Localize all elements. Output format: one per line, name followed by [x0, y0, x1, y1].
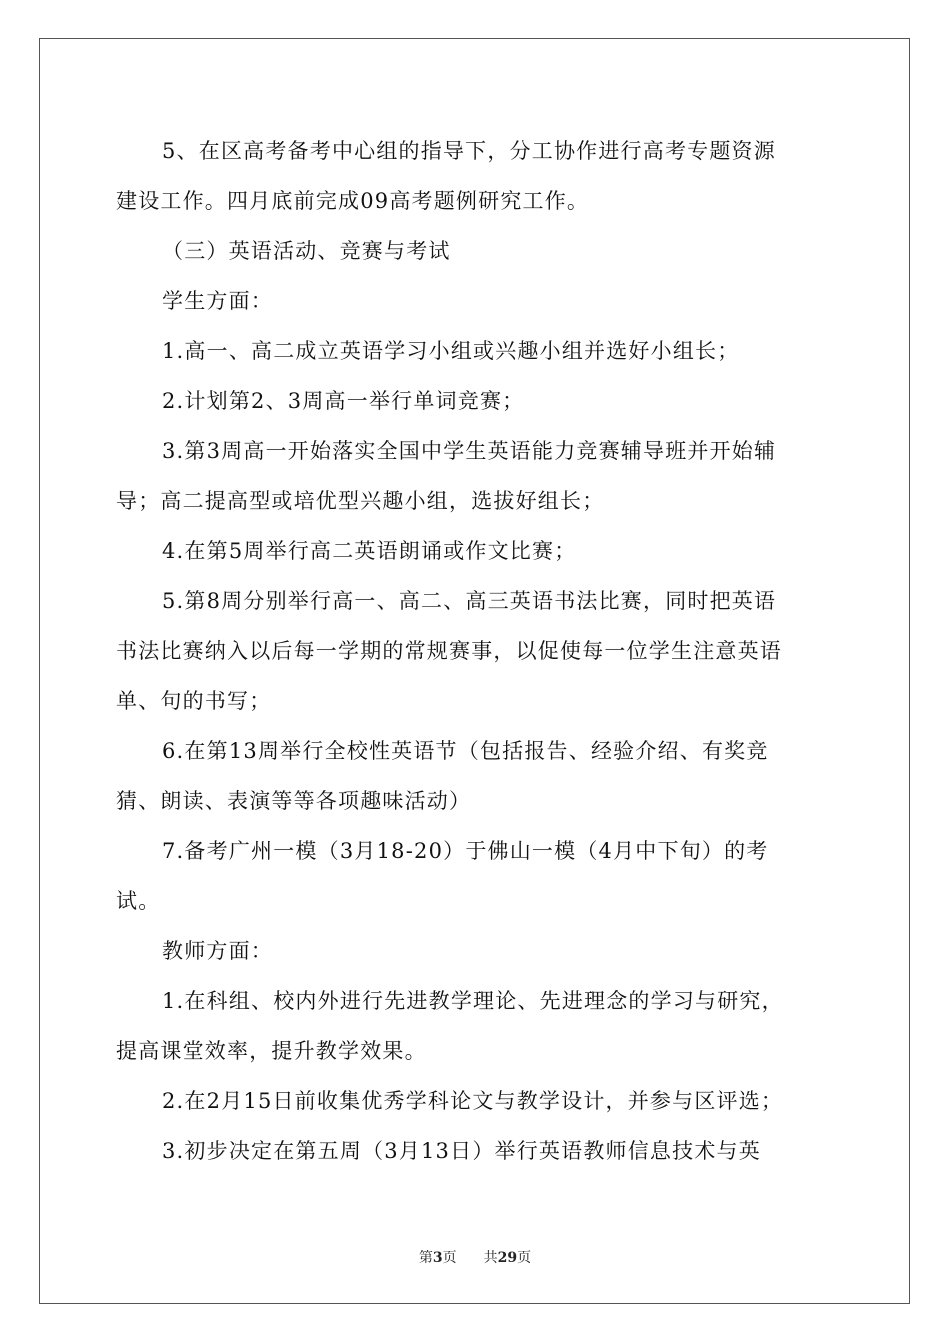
list-item: 2.在2月15日前收集优秀学科论文与教学设计，并参与区评选； [162, 1089, 784, 1113]
paragraph-line: 建设工作。四月底前完成09高考题例研究工作。 [116, 189, 590, 213]
list-item-continuation: 提高课堂效率，提升教学效果。 [116, 1039, 427, 1063]
list-item-continuation: 猜、朗读、表演等等各项趣味活动） [116, 789, 472, 813]
list-item: 4.在第5周举行高二英语朗诵或作文比赛； [162, 539, 577, 563]
current-page-number: 3 [432, 1250, 443, 1266]
subsection-heading-students: 学生方面： [162, 289, 273, 313]
list-item: 6.在第13周举行全校性英语节（包括报告、经验介绍、有奖竞 [162, 739, 769, 763]
list-item-continuation: 试。 [116, 889, 161, 913]
document-body [116, 126, 834, 1176]
list-item: 1.在科组、校内外进行先进教学理论、先进理念的学习与研究， [162, 989, 784, 1013]
paragraph-line: 5、在区高考备考中心组的指导下，分工协作进行高考专题资源 [162, 139, 776, 163]
page-number-label: 第3页 [418, 1250, 457, 1266]
list-item: 1.高一、高二成立英语学习小组或兴趣小组并选好小组长； [162, 339, 740, 363]
list-item-continuation: 导；高二提高型或培优型兴趣小组，选拔好组长； [116, 489, 605, 513]
subsection-heading-teachers: 教师方面： [162, 939, 273, 963]
section-heading: （三）英语活动、竞赛与考试 [162, 239, 451, 263]
list-item-continuation: 书法比赛纳入以后每一学期的常规赛事，以促使每一位学生注意英语 [116, 639, 782, 663]
list-item: 5.第8周分别举行高一、高二、高三英语书法比赛，同时把英语 [162, 589, 777, 613]
list-item: 2.计划第2、3周高一举行单词竞赛； [162, 389, 525, 413]
total-pages-label: 共29页 [483, 1250, 532, 1266]
list-item: 7.备考广州一模（3月18-20）于佛山一模（4月中下旬）的考 [162, 839, 769, 863]
list-item-continuation: 单、句的书写； [116, 689, 272, 713]
list-item: 3.第3周高一开始落实全国中学生英语能力竞赛辅导班并开始辅 [162, 439, 777, 463]
page-footer [0, 1247, 950, 1267]
list-item: 3.初步决定在第五周（3月13日）举行英语教师信息技术与英 [162, 1139, 761, 1163]
total-page-number: 29 [497, 1250, 518, 1266]
